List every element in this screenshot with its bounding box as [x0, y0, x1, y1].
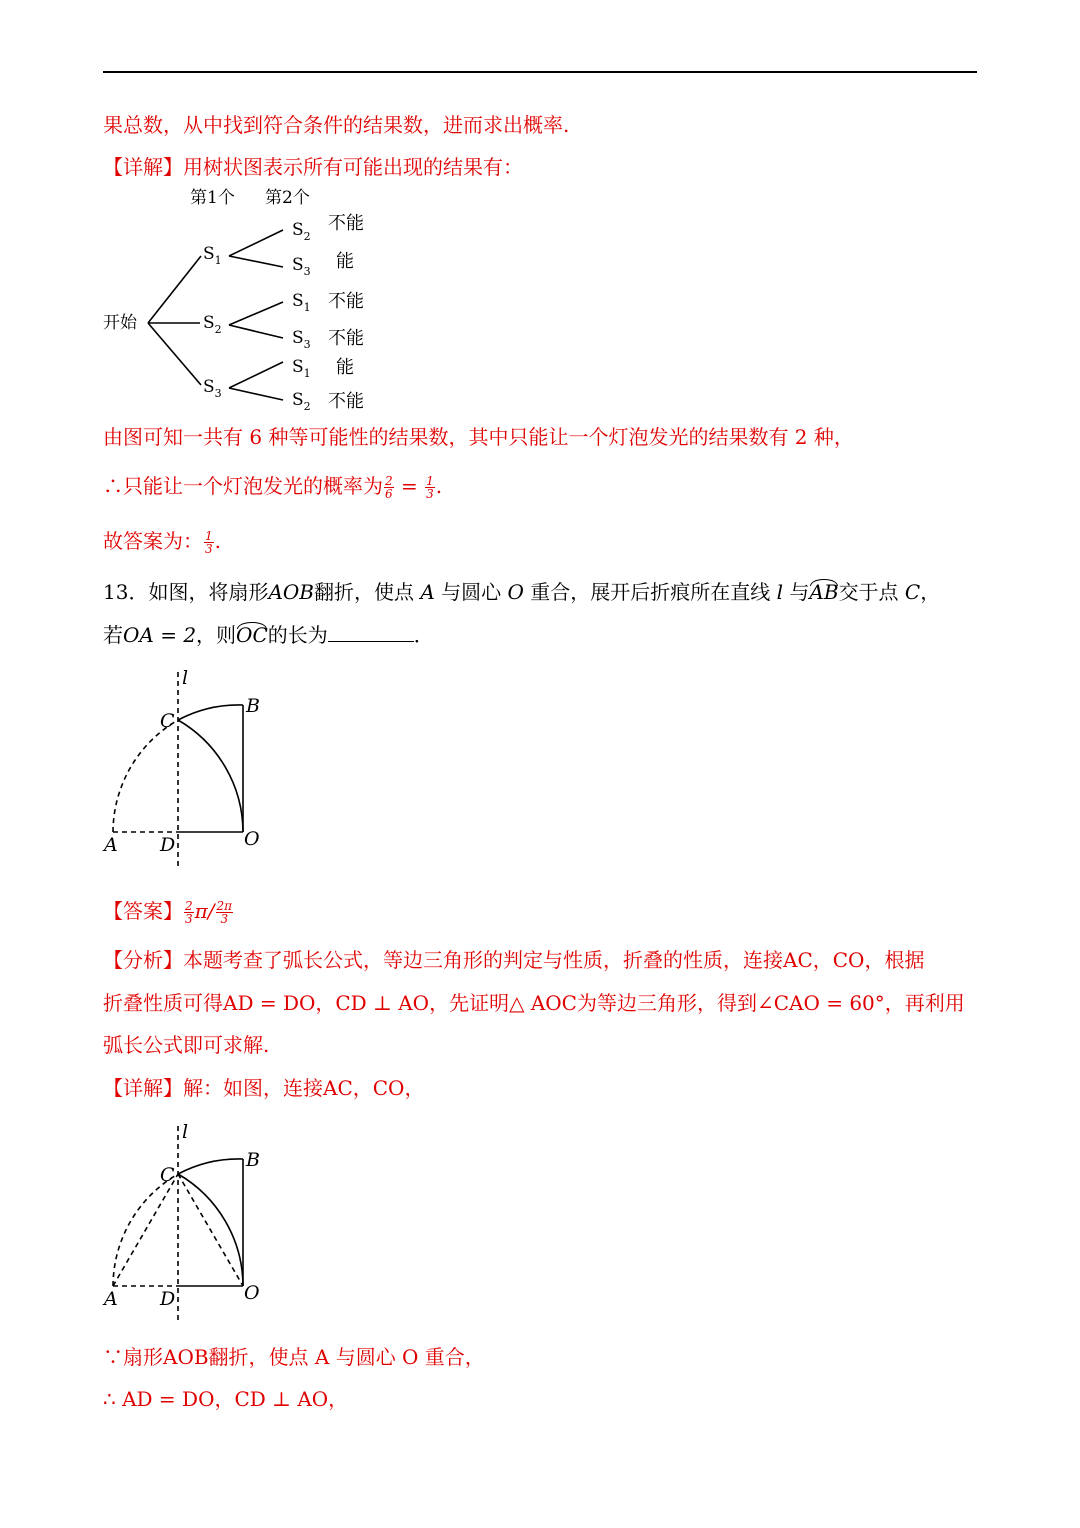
tree-result: 能: [336, 251, 354, 272]
detail2-tag: 【详解】: [103, 1076, 183, 1100]
tree-leaf: $S_3$: [292, 255, 311, 278]
probability-line: ∴只能让一个灯泡发光的概率为 $\frac{2}{6}$ = $\frac{1}{3}$ .: [103, 474, 443, 501]
answer-line-1: 故答案为： $\frac{1}{3}$ .: [103, 529, 221, 556]
tree-head-2: 第2个: [265, 188, 310, 208]
analysis-line-2: 折叠性质可得AD = DO，CD ⊥ AO，先证明△ AOC为等边三角形，得到∠CAO = 60°，再利用: [103, 991, 965, 1015]
segment-ac: [113, 1174, 178, 1286]
text-line: 果总数，从中找到符合条件的结果数，进而求出概率.: [103, 113, 570, 137]
detail-tag: 【详解】: [103, 155, 183, 179]
label-c: C: [160, 710, 175, 732]
label-o: O: [244, 1282, 260, 1304]
tree-result: 不能: [328, 328, 364, 349]
label-b: B: [246, 1149, 260, 1171]
tree-leaf: $S_1$: [292, 357, 311, 380]
tree-result: 能: [336, 357, 354, 378]
answer-prefix: 故答案为：: [103, 529, 203, 553]
tree-result: 不能: [328, 291, 364, 312]
tree-leaf: $S_1$: [292, 291, 311, 314]
proof-line-1: ∵扇形AOB翻折，使点 A 与圆心 O 重合，: [103, 1345, 485, 1369]
answer-line: 【答案】 $\frac{2}{3}$ π/ $\frac{2\pi}{3}$: [103, 899, 233, 926]
fraction: $\frac{2}{6}$: [385, 474, 393, 501]
fraction: $\frac{2}{3}$: [185, 899, 193, 926]
label-d: D: [160, 1288, 176, 1310]
tree-node-s2: $S_2$: [203, 313, 222, 336]
summary-line: 由图可知一共有 6 种等可能性的结果数，其中只能让一个灯泡发光的结果数有 2 种，: [103, 425, 854, 449]
label-o: O: [244, 828, 260, 850]
tree-root: 开始: [103, 313, 137, 333]
tree-leaf: $S_3$: [292, 328, 311, 351]
detail-text: 用树状图表示所有可能出现的结果有：: [183, 155, 523, 179]
tree-head-1: 第1个: [190, 188, 235, 208]
detail2-line: 【详解】解：如图，连接AC，CO，: [103, 1076, 425, 1100]
question-13-line-2: 若OA = 2，则OC的长为 ．: [103, 623, 434, 647]
arc-oc: OC: [236, 623, 268, 647]
label-l: l: [182, 1121, 189, 1143]
tree-node-s1: $S_1$: [203, 244, 222, 267]
fraction: $\frac{1}{3}$: [426, 474, 434, 501]
tree-leaf: $S_2$: [292, 220, 311, 243]
label-l: l: [182, 667, 189, 689]
segment-co: [178, 1174, 243, 1286]
analysis-line-1: 【分析】本题考查了弧长公式，等边三角形的判定与性质，折叠的性质，连接AC，CO，根据: [103, 948, 925, 972]
tree-result: 不能: [328, 391, 364, 412]
arc-cb: [178, 1159, 243, 1174]
tree-node-s3: $S_3$: [203, 377, 222, 400]
tree-result: 不能: [328, 213, 364, 234]
answer-tag: 【答案】: [103, 899, 183, 923]
label-a: A: [104, 1288, 118, 1310]
label-c: C: [160, 1164, 175, 1186]
label-b: B: [246, 695, 260, 717]
tree-leaf: $S_2$: [292, 390, 311, 413]
analysis-line-3: 弧长公式即可求解.: [103, 1033, 270, 1057]
label-d: D: [160, 834, 176, 856]
analysis-tag: 【分析】: [103, 948, 183, 972]
fraction: $\frac{2\pi}{3}$: [216, 899, 233, 926]
fraction: $\frac{1}{3}$: [205, 529, 213, 556]
probability-text: ∴只能让一个灯泡发光的概率为: [103, 474, 383, 498]
arc-ab: AB: [809, 580, 839, 604]
label-a: A: [104, 834, 118, 856]
proof-line-2: ∴ AD = DO，CD ⊥ AO，: [103, 1387, 349, 1411]
equals: =: [394, 474, 425, 498]
question-13-line-1: 13．如图，将扇形AOB翻折，使点 A 与圆心 O 重合，展开后折痕所在直线 l 与AB交于点 C，: [103, 580, 941, 604]
